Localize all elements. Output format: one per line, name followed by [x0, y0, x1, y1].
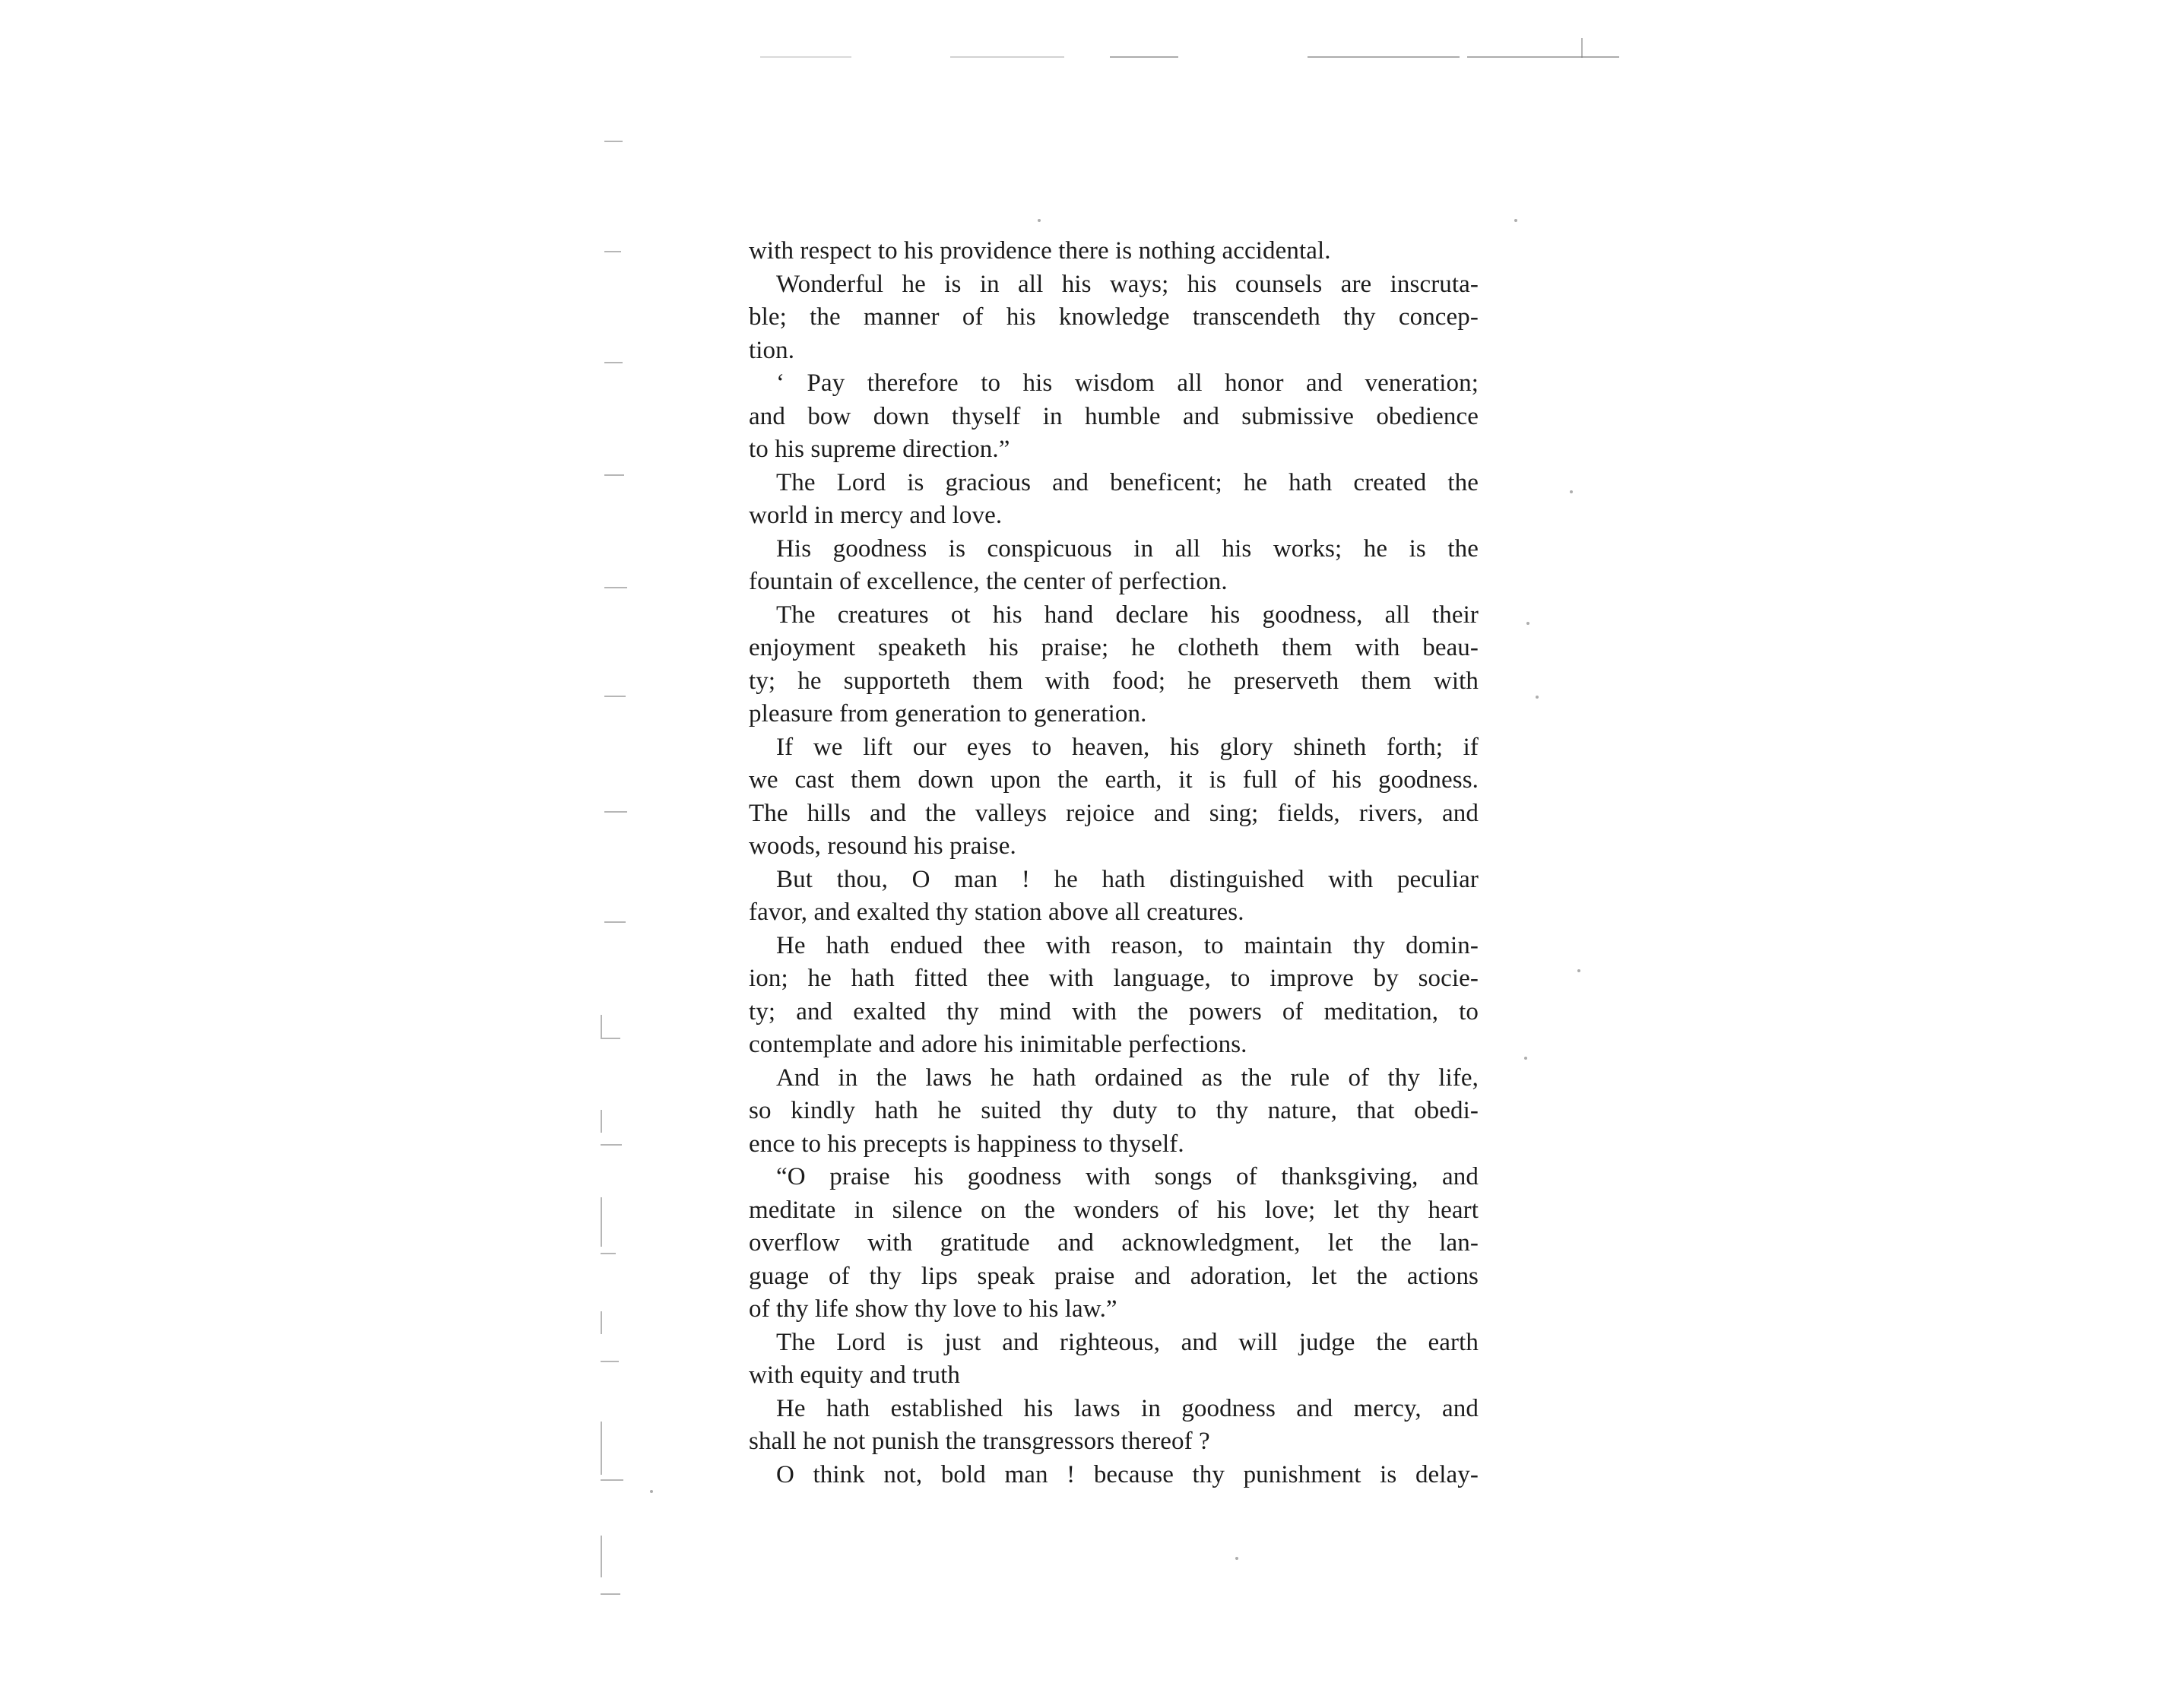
scan-speck: [1570, 490, 1573, 493]
text-line: “O praise his goodness with songs of thanksgiving, and: [776, 1163, 1479, 1190]
margin-mark: [601, 1253, 616, 1254]
top-rule-fragment: [950, 56, 1064, 58]
text-line: ty; and exalted thy mind with the powers of meditation, to: [749, 997, 1479, 1025]
top-rule-fragment: [1308, 56, 1460, 58]
text-line: shall he not punish the transgressors thereof ?: [749, 1428, 1210, 1455]
top-rule-fragment: [1110, 56, 1178, 58]
margin-mark: [604, 811, 627, 813]
margin-mark: [604, 251, 621, 252]
text-line: The Lord is just and righteous, and will judge the earth: [776, 1328, 1479, 1356]
scan-speck: [1526, 622, 1529, 625]
text-line: of thy life show thy love to his law.”: [749, 1295, 1117, 1323]
text-line: fountain of excellence, the center of perfection.: [749, 568, 1228, 595]
text-line: O think not, bold man ! because thy punishment is delay-: [776, 1460, 1479, 1488]
scan-speck: [1038, 219, 1041, 222]
text-line: we cast them down upon the earth, it is full of his goodness.: [749, 766, 1479, 794]
text-line: so kindly hath he suited thy duty to thy nature, that obedi-: [749, 1097, 1479, 1124]
scan-speck: [1536, 696, 1539, 699]
text-line: guage of thy lips speak praise and adoration, let the actions: [749, 1262, 1479, 1290]
scan-speck: [650, 1490, 653, 1493]
text-line: The hills and the valleys rejoice and sing; fields, rivers, and: [749, 799, 1479, 827]
scan-speck: [1235, 1557, 1238, 1560]
top-rule-fragment: [1467, 56, 1619, 58]
text-line: woods, resound his praise.: [749, 832, 1016, 860]
text-line: and bow down thyself in humble and submissive obedience: [749, 402, 1479, 430]
text-line: The Lord is gracious and beneficent; he hath created the: [776, 468, 1479, 496]
margin-mark: [604, 696, 626, 697]
margin-mark: [601, 1479, 623, 1481]
margin-mark: [601, 1110, 602, 1133]
text-line: His goodness is conspicuous in all his works; he is the: [776, 534, 1479, 563]
text-line: And in the laws he hath ordained as the rule of thy life,: [776, 1063, 1479, 1092]
margin-mark: [601, 1422, 602, 1475]
text-line: pleasure from generation to generation.: [749, 700, 1147, 727]
text-line: But thou, O man ! he hath distinguished with peculiar: [776, 865, 1479, 893]
text-line: with respect to his providence there is nothing accidental.: [749, 237, 1331, 265]
margin-mark: [601, 1536, 602, 1577]
margin-mark: [604, 921, 626, 923]
text-line: ble; the manner of his knowledge transcendeth thy concep-: [749, 303, 1479, 331]
text-line: to his supreme direction.”: [749, 436, 1010, 463]
text-line: favor, and exalted thy station above all creatures.: [749, 899, 1244, 926]
margin-mark: [601, 1015, 602, 1038]
margin-mark: [604, 362, 623, 363]
top-rule-tick: [1581, 38, 1583, 58]
text-line: ence to his precepts is happiness to thyself.: [749, 1130, 1184, 1158]
margin-mark: [601, 1593, 620, 1595]
scan-speck: [1524, 1057, 1527, 1060]
scan-speck: [1577, 969, 1580, 972]
text-line: The creatures ot his hand declare his goodness, all their: [776, 601, 1479, 629]
text-line: tion.: [749, 336, 795, 364]
margin-mark: [601, 1144, 622, 1146]
text-line: overflow with gratitude and acknowledgment, let the lan-: [749, 1229, 1479, 1257]
margin-mark: [604, 141, 623, 142]
text-line: meditate in silence on the wonders of his love; let thy heart: [749, 1196, 1479, 1224]
text-line: ‘ Pay therefore to his wisdom all honor and veneration;: [776, 369, 1479, 397]
margin-mark: [601, 1361, 619, 1362]
text-line: enjoyment speaketh his praise; he clotheth them with beau-: [749, 634, 1479, 661]
text-line: contemplate and adore his inimitable perfections.: [749, 1031, 1247, 1058]
text-line: He hath established his laws in goodness and mercy, and: [776, 1394, 1479, 1422]
margin-mark: [604, 587, 627, 588]
margin-mark: [601, 1038, 620, 1039]
margin-mark: [601, 1311, 602, 1334]
text-line: If we lift our eyes to heaven, his glory shineth forth; if: [776, 733, 1479, 761]
scan-speck: [1514, 219, 1517, 222]
text-line: ion; he hath fitted thee with language, to improve by socie-: [749, 965, 1479, 992]
text-line: Wonderful he is in all his ways; his counsels are inscruta-: [776, 270, 1479, 298]
text-line: with equity and truth: [749, 1361, 960, 1389]
margin-mark: [601, 1197, 602, 1247]
margin-mark: [604, 474, 624, 476]
text-line: world in mercy and love.: [749, 502, 1003, 529]
text-line: He hath endued thee with reason, to maintain thy domin-: [776, 931, 1479, 959]
text-line: ty; he supporteth them with food; he preserveth them with: [749, 667, 1479, 695]
top-rule-fragment: [760, 56, 851, 58]
